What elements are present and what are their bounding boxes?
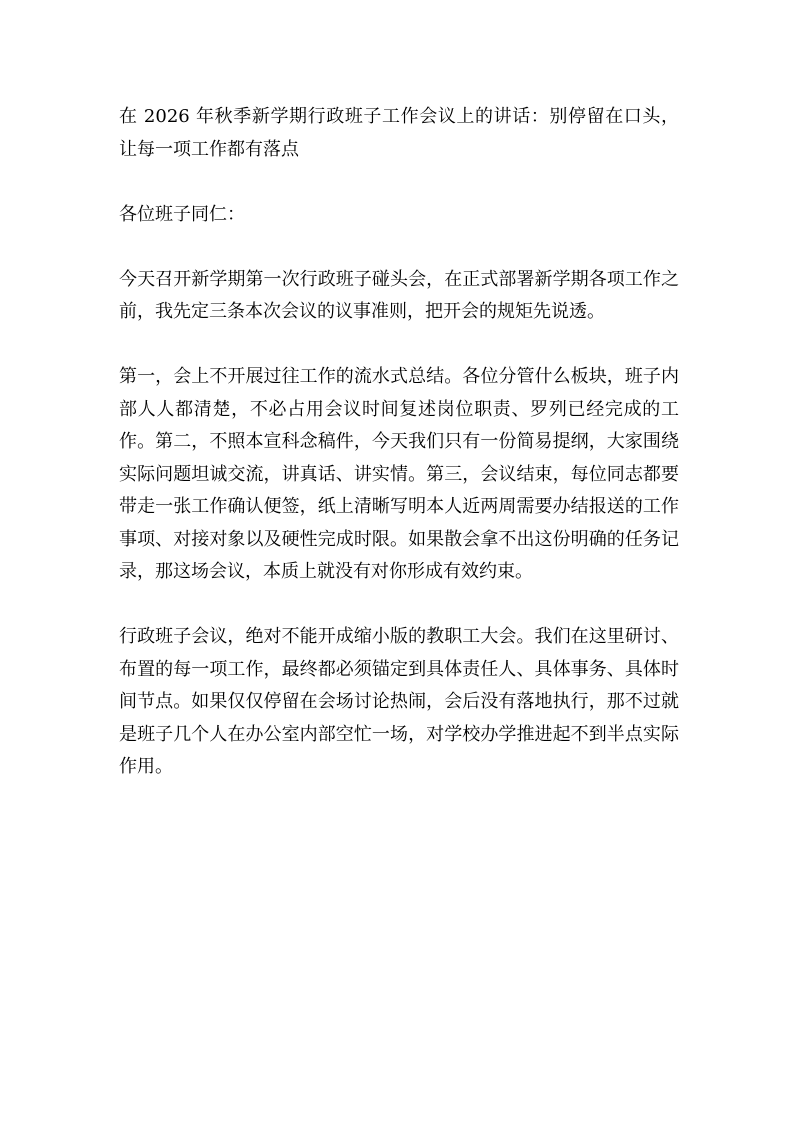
paragraph-1: 今天召开新学期第一次行政班子碰头会，在正式部署新学期各项工作之前，我先定三条本次会议的议事准则，把开会的规矩先说透。	[119, 268, 679, 322]
paragraph-2: 第一，会上不开展过往工作的流水式总结。各位分管什么板块，班子内部人人都清楚，不必占用会议时间复述岗位职责、罗列已经完成的工作。第二，不照本宣科念稿件，今天我们只有一份简易提纲，大家围绕实际问题坦诚交流，讲真话、讲实情。第三，会议结束，每位同志都要带走一张工作确认便签，纸上清晰写明本人近两周需要办结报送的工作事项、对接对象以及硬性完成时限。如果散会拿不出这份明确的任务记录，那这场会议，本质上就没有对你形成有效约束。	[119, 366, 679, 582]
paragraph-3: 行政班子会议，绝对不能开成缩小版的教职工大会。我们在这里研讨、布置的每一项工作，最终都必须锚定到具体责任人、具体事务、具体时间节点。如果仅仅停留在会场讨论热闹，会后没有落地执行，那不过就是班子几个人在办公室内部空忙一场，对学校办学推进起不到半点实际作用。	[119, 626, 679, 777]
document-body	[119, 101, 679, 784]
salutation: 各位班子同仁：	[119, 203, 245, 225]
document-title: 在 2026 年秋季新学期行政班子工作会议上的讲话：别停留在口头，让每一项工作都有落点	[119, 106, 679, 160]
